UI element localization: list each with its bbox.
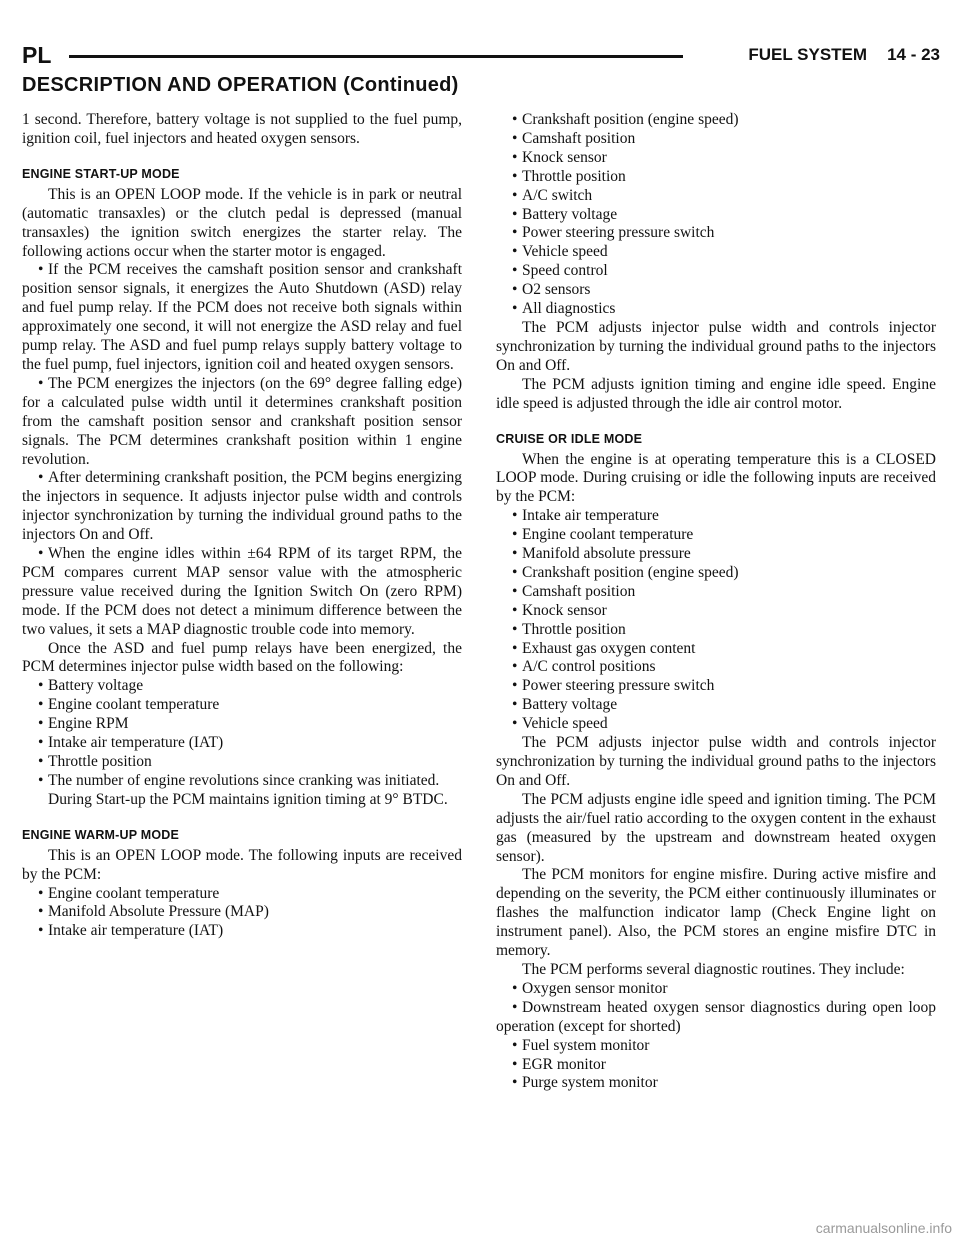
bullet-icon: • — [512, 507, 518, 525]
list-item — [496, 621, 936, 640]
list-item — [22, 677, 462, 696]
bullet-icon: • — [512, 1074, 518, 1092]
header-model-code: PL — [22, 42, 52, 68]
list-item-text: Battery voltage — [522, 205, 618, 223]
list-item — [496, 545, 936, 564]
bullet-icon: • — [512, 545, 518, 563]
list-item-text: Downstream heated oxygen sensor diagnostics during open loop operation (except for shorted) — [496, 998, 936, 1035]
list-item-text: Manifold Absolute Pressure (MAP) — [48, 903, 269, 921]
list-item — [496, 715, 936, 734]
bullet-icon: • — [38, 677, 44, 695]
watermark: carmanualsonline.info — [815, 1220, 952, 1236]
list-item — [496, 1056, 936, 1075]
list-item-text: EGR monitor — [522, 1055, 606, 1073]
list-item-text: If the PCM receives the camshaft position sensor and crankshaft position sensor signals, it energizes the Auto Shutdown (ASD) relay and fuel pump relay. If the PCM does not receive both signals within approximately one second, it will not energize the ASD relay and fuel pump relay. The ASD and fuel pump relays supply battery voltage to the fuel pump, fuel injectors, ignition coil and heated oxygen sensors. — [22, 261, 462, 373]
list-item-text: Throttle position — [522, 620, 626, 638]
list-item-text: Manifold absolute pressure — [522, 545, 691, 563]
bullet-icon: • — [512, 620, 518, 638]
bullet-icon: • — [512, 1036, 518, 1054]
bullet-icon: • — [38, 884, 44, 902]
list-item — [22, 261, 462, 374]
bullet-icon: • — [512, 582, 518, 600]
list-item — [22, 469, 462, 545]
section-title: DESCRIPTION AND OPERATION (Continued) — [22, 74, 459, 96]
list-item-text: Purge system monitor — [522, 1074, 658, 1092]
list-item-text: Engine coolant temperature — [48, 696, 220, 714]
pulse-width-inputs-list — [22, 677, 462, 790]
list-item-text: All diagnostics — [522, 300, 616, 318]
list-item-text: Fuel system monitor — [522, 1036, 650, 1054]
list-item-text: Crankshaft position (engine speed) — [522, 563, 739, 581]
list-item — [22, 375, 462, 470]
bullet-icon: • — [512, 979, 518, 997]
list-item-text: Knock sensor — [522, 148, 607, 166]
list-item — [22, 696, 462, 715]
list-item-text: Battery voltage — [522, 696, 618, 714]
list-item-text: O2 sensors — [522, 281, 591, 299]
air-fuel-adjust-paragraph: The PCM adjusts engine idle speed and ignition timing. The PCM adjusts the air/fuel ratio according to the oxygen content in the exhaust gas (measured by the upstream and downstream heated oxygen sensor). — [496, 790, 936, 865]
list-item — [22, 734, 462, 753]
list-item-text: Engine coolant temperature — [522, 526, 694, 544]
bullet-icon: • — [512, 186, 518, 204]
list-item-text: Camshaft position — [522, 129, 636, 147]
list-item — [496, 999, 936, 1037]
list-item-text: The PCM energizes the injectors (on the 69° degree falling edge) for a calculated pulse width until it determines crankshaft position from the camshaft position sensor and crankshaft position sensor signals. The PCM determines crankshaft position within 1 engine revolution. — [22, 374, 462, 468]
list-item — [496, 583, 936, 602]
list-item — [496, 281, 936, 300]
list-item — [496, 1037, 936, 1056]
bullet-icon: • — [512, 281, 518, 299]
list-item-text: Oxygen sensor monitor — [522, 979, 668, 997]
list-item — [496, 168, 936, 187]
misfire-paragraph: The PCM monitors for engine misfire. During active misfire and depending on the severity, the PCM either continuously illuminates or flashes the malfunction indicator lamp (Check Engine light on instrument panel). Also, the PCM stores an engine misfire DTC in memory. — [496, 866, 936, 960]
list-item — [22, 753, 462, 772]
header-rule — [69, 55, 683, 58]
list-item-text: Vehicle speed — [522, 715, 608, 733]
bullet-icon: • — [512, 563, 518, 581]
heading-engine-start-up-mode: ENGINE START-UP MODE — [22, 166, 180, 181]
list-item-text: Speed control — [522, 262, 608, 280]
list-item — [496, 677, 936, 696]
list-item — [22, 885, 462, 904]
list-item — [496, 262, 936, 281]
list-item-text: Vehicle speed — [522, 243, 608, 261]
bullet-icon: • — [512, 998, 518, 1016]
list-item — [496, 243, 936, 262]
bullet-icon: • — [512, 715, 518, 733]
bullet-icon: • — [512, 167, 518, 185]
header-right — [748, 40, 940, 70]
left-column — [22, 111, 462, 941]
bullet-icon: • — [512, 111, 518, 128]
list-item-text: Throttle position — [522, 167, 626, 185]
list-item-text: Engine coolant temperature — [48, 884, 220, 902]
diagnostic-routines-list — [496, 980, 936, 1093]
bullet-icon: • — [512, 1055, 518, 1073]
list-item — [496, 300, 936, 319]
list-item — [496, 224, 936, 243]
warmup-inputs-list — [22, 885, 462, 942]
bullet-icon: • — [38, 715, 44, 733]
list-item — [22, 772, 462, 791]
startup-paragraph: This is an OPEN LOOP mode. If the vehicle is in park or neutral (automatic transaxles) or the clutch pedal is depressed (manual transaxles) the ignition switch energizes the starter relay. The following actions occur when the starter motor is engaged. — [22, 185, 462, 260]
startup-actions-list — [22, 261, 462, 639]
list-item-text: After determining crankshaft position, the PCM begins energizing the injectors in sequence. It adjusts injector pulse width and controls injector synchronization by turning the individual ground paths to the injectors On and Off. — [22, 469, 462, 544]
warmup-paragraph: This is an OPEN LOOP mode. The following inputs are received by the PCM: — [22, 846, 462, 883]
list-item-text: The number of engine revolutions since cranking was initiated. — [48, 771, 440, 789]
page-header — [22, 40, 940, 70]
list-item-text: Intake air temperature — [522, 507, 659, 525]
cruise-inputs-list — [496, 507, 936, 734]
bullet-icon: • — [512, 639, 518, 657]
list-item — [496, 640, 936, 659]
list-item — [22, 715, 462, 734]
list-item-text: Throttle position — [48, 753, 152, 770]
list-item-text: Intake air temperature (IAT) — [48, 922, 224, 940]
list-item-text: Intake air temperature (IAT) — [48, 734, 224, 752]
list-item-text: Engine RPM — [48, 715, 129, 733]
list-item-text: Battery voltage — [48, 677, 144, 695]
bullet-icon: • — [512, 262, 518, 280]
heading-engine-warm-up-mode: ENGINE WARM-UP MODE — [22, 827, 180, 842]
bullet-icon: • — [512, 243, 518, 261]
bullet-icon: • — [512, 677, 518, 695]
ignition-timing-paragraph: During Start-up the PCM maintains ignition timing at 9° BTDC. — [48, 790, 448, 808]
header-page-number: 14 - 23 — [887, 45, 940, 64]
bullet-icon: • — [38, 771, 44, 789]
list-item — [22, 903, 462, 922]
list-item-text: Crankshaft position (engine speed) — [522, 111, 739, 128]
bullet-icon: • — [512, 148, 518, 166]
bullet-icon: • — [38, 753, 44, 770]
list-item — [496, 130, 936, 149]
injector-adjust-paragraph: The PCM adjusts injector pulse width and controls injector synchronization by turning the individual ground paths to the injectors On and Off. — [496, 318, 936, 374]
list-item — [496, 696, 936, 715]
list-item — [496, 526, 936, 545]
list-item — [496, 149, 936, 168]
injector-adjust-paragraph-2: The PCM adjusts injector pulse width and controls injector synchronization by turning the individual ground paths to the injectors On and Off. — [496, 734, 936, 789]
list-item — [22, 545, 462, 640]
list-item — [22, 922, 462, 941]
bullet-icon: • — [512, 696, 518, 714]
list-item-text: When the engine idles within ±64 RPM of its target RPM, the PCM compares current MAP sensor value with the atmospheric pressure value received during the Ignition Switch On (zero RPM) mode. If the PCM does not detect a minimum difference between the two values, it sets a MAP diagnostic trouble code into memory. — [22, 545, 462, 638]
header-section-name: FUEL SYSTEM — [748, 45, 868, 64]
list-item — [496, 658, 936, 677]
list-item — [496, 187, 936, 206]
list-item-text: A/C switch — [522, 186, 593, 204]
bullet-icon: • — [38, 261, 44, 279]
list-item-text: Power steering pressure switch — [522, 224, 715, 242]
warmup-inputs-list-continued — [496, 111, 936, 319]
bullet-icon: • — [38, 903, 44, 921]
bullet-icon: • — [512, 129, 518, 147]
bullet-icon: • — [38, 922, 44, 940]
list-item — [496, 564, 936, 583]
heading-cruise-or-idle-mode: CRUISE OR IDLE MODE — [496, 431, 643, 446]
bullet-icon: • — [512, 205, 518, 223]
list-item — [496, 1074, 936, 1093]
bullet-icon: • — [38, 696, 44, 714]
list-item-text: Camshaft position — [522, 582, 636, 600]
idle-adjust-paragraph: The PCM adjusts ignition timing and engine idle speed. Engine idle speed is adjusted through the idle air control motor. — [496, 375, 936, 412]
list-item — [496, 206, 936, 225]
bullet-icon: • — [38, 734, 44, 752]
list-item-text: Exhaust gas oxygen content — [522, 639, 696, 657]
pulse-width-intro: Once the ASD and fuel pump relays have been energized, the PCM determines injector pulse width based on the following: — [22, 639, 462, 676]
bullet-icon: • — [512, 526, 518, 544]
cruise-paragraph: When the engine is at operating temperature this is a CLOSED LOOP mode. During cruising or idle the following inputs are received by the PCM: — [496, 450, 936, 506]
right-column — [496, 111, 936, 1093]
intro-paragraph: 1 second. Therefore, battery voltage is not supplied to the fuel pump, ignition coil, fuel injectors and heated oxygen sensors. — [22, 111, 462, 147]
list-item — [496, 602, 936, 621]
bullet-icon: • — [38, 545, 44, 563]
list-item-text: A/C control positions — [522, 658, 656, 676]
bullet-icon: • — [38, 469, 44, 487]
bullet-icon: • — [38, 374, 44, 392]
bullet-icon: • — [512, 601, 518, 619]
bullet-icon: • — [512, 300, 518, 318]
bullet-icon: • — [512, 658, 518, 676]
diagnostics-paragraph: The PCM performs several diagnostic routines. They include: — [522, 960, 905, 978]
list-item — [496, 507, 936, 526]
list-item — [496, 111, 936, 130]
list-item-text: Power steering pressure switch — [522, 677, 715, 695]
list-item — [496, 980, 936, 999]
list-item-text: Knock sensor — [522, 601, 607, 619]
bullet-icon: • — [512, 224, 518, 242]
